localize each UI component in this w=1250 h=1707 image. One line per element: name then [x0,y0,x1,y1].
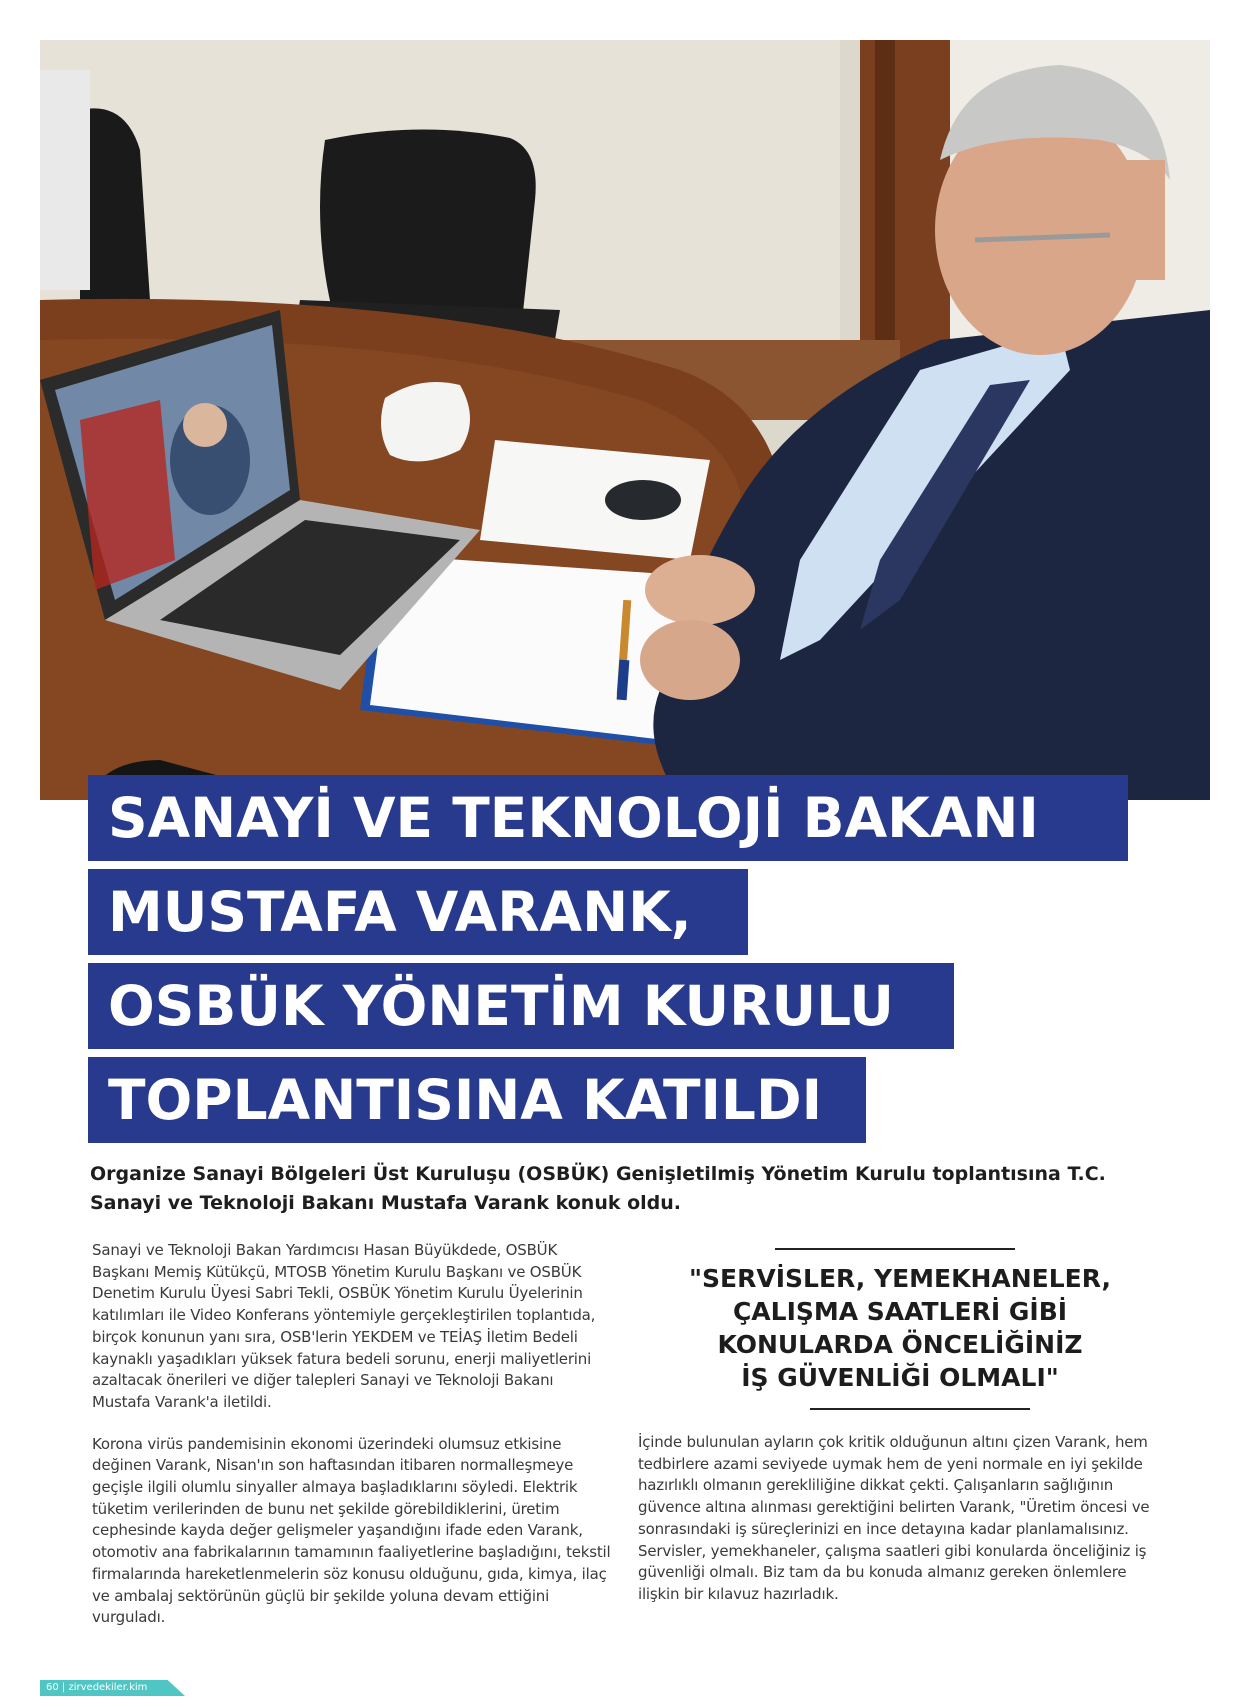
body-paragraph: İçinde bulunulan ayların çok kritik olduğunun altını çizen Varank, hem tedbirlere azami seviyede uymak hem de yeni normale en iyi şekilde hazırlıklı olmanın gerekliliğine dikkat çekti. Çalışanların sağlığının güvence altına alınması gerektiğini belirten Varank, "Üretim öncesi ve sonrasındaki iş süreçlerinizi en ince detayına kadar planlamalısınız. Servisler, yemekhaneler, çalışma saatleri gibi konularda önceliğiniz iş güvenliği olmalı. Biz tam da bu konuda almanız gereken önlemlere ilişkin bir kılavuz hazırladık. [638,1433,1150,1603]
lead-paragraph: Organize Sanayi Bölgeleri Üst Kuruluşu (OSBÜK) Genişletilmiş Yönetim Kurulu toplantısına T.C. Sanayi ve Teknoloji Bakanı Mustafa Varank konuk oldu. [90,1163,1106,1214]
meeting-photo [40,40,1210,800]
site-link[interactable]: zirvedekiler.kim [68,1682,148,1693]
body-paragraph: Korona virüs pandemisinin ekonomi üzerindeki olumsuz etkisine değinen Varank, Nisan'ın son haftasından itibaren normalleşmeye geçişle ilgili olumlu sinyaller almaya başladıklarını söyledi. Elektrik tüketim verilerinden de bunu net şekilde görebildiklerini, üretim cephesinde kayda değer gelişmeler yaşandığını ifade eden Varank, otomotiv ana fabrikalarının tamamının faaliyetlerine başladığını, tekstil firmalarında hareketlenmelerin söz konusu olduğunu, gıda, kimya, ilaç ve ambalaj sektörünün güçlü bir şekilde yoluna devam ettiğini vurguladı. [92,1434,611,1627]
footer-separator: | [61,1682,66,1693]
footer-text [46,1680,147,1696]
pull-quote-line: İŞ GÜVENLİĞİ OLMALI" [741,1363,1059,1392]
body-column-left [92,1240,612,1649]
headline-line-1: SANAYİ VE TEKNOLOJİ BAKANI [88,775,1128,861]
body-column-right [638,1432,1160,1626]
pull-quote-line: ÇALIŞMA SAATLERİ GİBİ [732,1297,1068,1326]
pull-quote-line: "SERVİSLER, YEMEKHANELER, [689,1264,1111,1293]
pull-quote [640,1262,1160,1394]
quote-divider-bottom [810,1408,1030,1410]
headline-line-4: TOPLANTISINA KATILDI [88,1057,866,1143]
headline-line-2: MUSTAFA VARANK, [88,869,748,955]
headline-line-3: OSBÜK YÖNETİM KURULU [88,963,954,1049]
pull-quote-line: KONULARDA ÖNCELİĞİNİZ [717,1330,1083,1359]
quote-divider-top [775,1248,1015,1250]
page-number: 60 [46,1682,59,1693]
body-paragraph: Sanayi ve Teknoloji Bakan Yardımcısı Hasan Büyükdede, OSBÜK Başkanı Memiş Kütükçü, MTOSB Yönetim Kurulu Başkanı ve OSBÜK Denetim Kurulu Üyesi Sabri Tekli, OSBÜK Yönetim Kurulu Üyelerinin katılımları ile Video Konferans yöntemiyle gerçekleştirilen toplantıda, birçok konunun yanı sıra, OSB'lerin YEKDEM ve TEİAŞ İletim Bedeli kaynaklı yaşadıkları yüksek fatura bedeli sorunu, enerji maliyetlerini azaltacak önerileri ve diğer talepleri Sanayi ve Teknoloji Bakanı Mustafa Varank'a iletildi. [92,1241,596,1411]
